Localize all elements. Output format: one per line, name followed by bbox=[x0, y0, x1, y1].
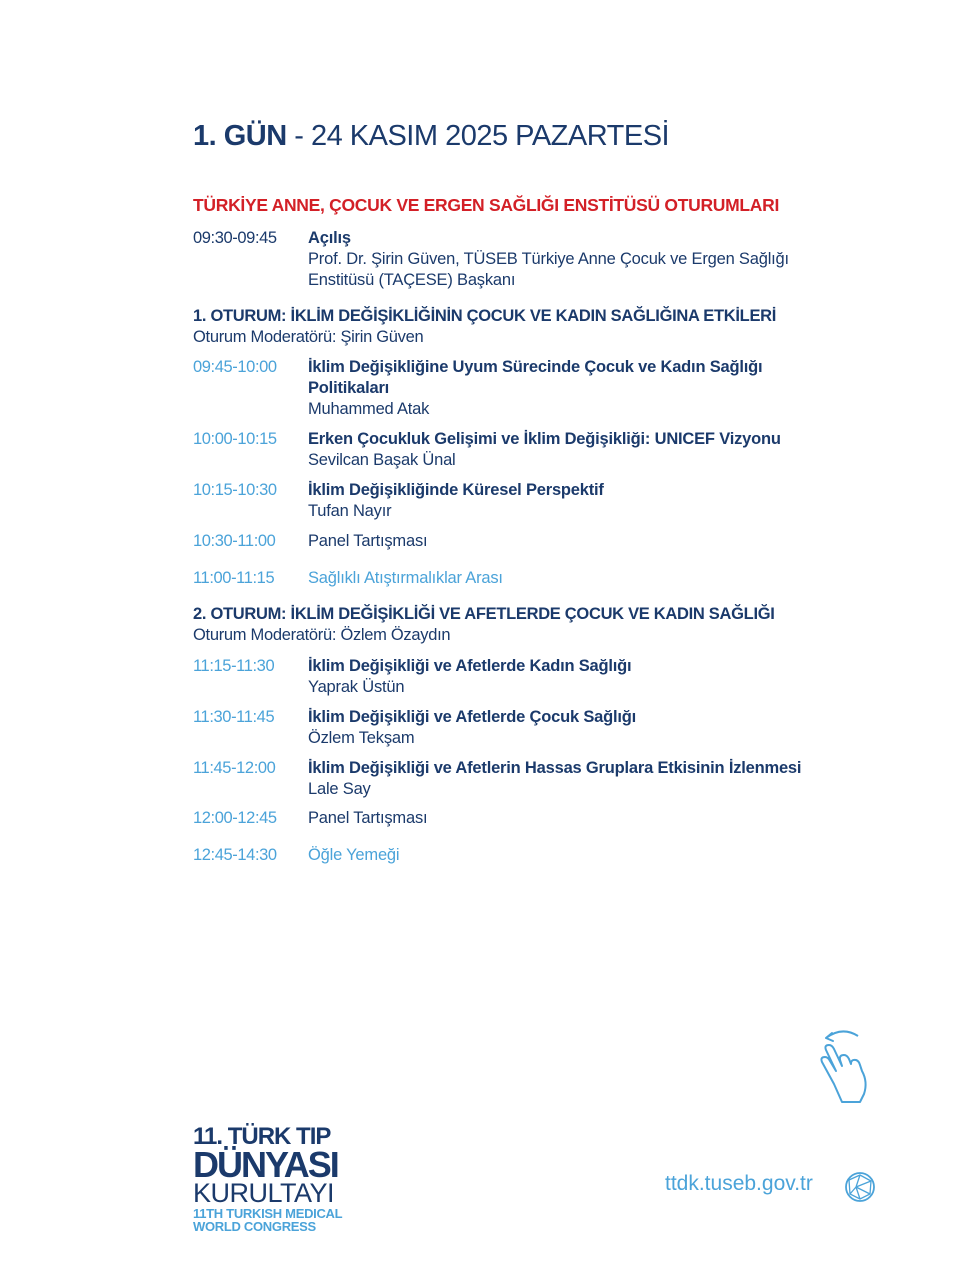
agenda-speaker: Lale Say bbox=[308, 780, 371, 798]
agenda-title: Öğle Yemeği bbox=[308, 846, 400, 864]
date-label: - 24 KASIM 2025 PAZARTESİ bbox=[286, 120, 670, 152]
section-title: TÜRKİYE ANNE, ÇOCUK VE ERGEN SAĞLIĞI ENSTİTÜSÜ OTURUMLARI bbox=[193, 195, 780, 215]
agenda-title: Sağlıklı Atıştırmalıklar Arası bbox=[308, 569, 503, 587]
agenda-time: 11:45-12:00 bbox=[193, 759, 276, 777]
agenda-time: 11:30-11:45 bbox=[193, 708, 275, 726]
session1-moderator: Oturum Moderatörü: Şirin Güven bbox=[193, 328, 424, 346]
session2-moderator: Oturum Moderatörü: Özlem Özaydın bbox=[193, 626, 451, 644]
swipe-hand-icon[interactable] bbox=[812, 1024, 876, 1104]
agenda-time: 11:15-11:30 bbox=[193, 657, 275, 675]
agenda-body bbox=[308, 480, 838, 522]
agenda-title: İklim Değişikliğinde Küresel Perspektif bbox=[308, 481, 604, 499]
agenda-body bbox=[308, 758, 868, 800]
agenda-speaker: Özlem Tekşam bbox=[308, 729, 415, 747]
agenda-title-cont: Politikaları bbox=[308, 379, 390, 397]
page-title bbox=[193, 120, 669, 153]
logo-line4: 11TH TURKISH MEDICAL bbox=[193, 1206, 343, 1221]
agenda-title: Erken Çocukluk Gelişimi ve İklim Değişikliği: UNICEF Vizyonu bbox=[308, 430, 781, 448]
agenda-time: 10:15-10:30 bbox=[193, 481, 277, 499]
agenda-body bbox=[308, 357, 838, 420]
agenda-title: İklim Değişikliği ve Afetlerin Hassas Gruplara Etkisinin İzlenmesi bbox=[308, 759, 802, 777]
agenda-body bbox=[308, 845, 838, 866]
agenda-time: 10:30-11:00 bbox=[193, 532, 276, 550]
logo-line2: DÜNYASI bbox=[193, 1144, 338, 1185]
session2-title: 2. OTURUM: İKLİM DEĞİŞİKLİĞİ VE AFETLERDE ÇOCUK VE KADIN SAĞLIĞI bbox=[193, 605, 775, 623]
session1-header bbox=[193, 306, 893, 348]
agenda-title: İklim Değişikliği ve Afetlerde Kadın Sağlığı bbox=[308, 657, 632, 675]
website-link[interactable]: ttdk.tuseb.gov.tr bbox=[665, 1172, 813, 1195]
opening-title: Açılış bbox=[308, 229, 351, 247]
logo-line1: 11. TÜRK TIP bbox=[193, 1123, 331, 1150]
session1-title: 1. OTURUM: İKLİM DEĞİŞİKLİĞİNİN ÇOCUK VE KADIN SAĞLIĞINA ETKİLERİ bbox=[193, 307, 777, 325]
congress-logo bbox=[193, 1125, 342, 1233]
session2-header bbox=[193, 604, 893, 646]
logo-line5: WORLD CONGRESS bbox=[193, 1219, 316, 1234]
opening-speaker-line2: Enstitüsü (TAÇESE) Başkanı bbox=[308, 271, 516, 289]
agenda-time: 10:00-10:15 bbox=[193, 430, 277, 448]
agenda-time: 09:45-10:00 bbox=[193, 358, 277, 376]
globe-icon bbox=[844, 1171, 876, 1203]
agenda-time: 12:00-12:45 bbox=[193, 809, 277, 827]
opening-time: 09:30-09:45 bbox=[193, 229, 277, 247]
logo-line3: KURULTAYI bbox=[193, 1178, 335, 1208]
agenda-title: İklim Değişikliği ve Afetlerde Çocuk Sağlığı bbox=[308, 708, 637, 726]
agenda-time: 11:00-11:15 bbox=[193, 569, 275, 587]
day-label: 1. GÜN bbox=[193, 120, 287, 152]
opening-body bbox=[308, 228, 838, 291]
agenda-speaker: Tufan Nayır bbox=[308, 502, 392, 520]
agenda-time: 12:45-14:30 bbox=[193, 846, 277, 864]
opening-speaker-line1: Prof. Dr. Şirin Güven, TÜSEB Türkiye Anne Çocuk ve Ergen Sağlığı bbox=[308, 250, 789, 268]
agenda-body bbox=[308, 808, 838, 829]
agenda-body bbox=[308, 656, 838, 698]
agenda-speaker: Muhammed Atak bbox=[308, 400, 430, 418]
agenda-speaker: Sevilcan Başak Ünal bbox=[308, 451, 456, 469]
agenda-title: Panel Tartışması bbox=[308, 809, 428, 827]
agenda-speaker: Yaprak Üstün bbox=[308, 678, 405, 696]
agenda-body bbox=[308, 429, 838, 471]
agenda-body bbox=[308, 707, 838, 749]
agenda-body bbox=[308, 568, 838, 589]
agenda-body bbox=[308, 531, 838, 552]
agenda-title: İklim Değişikliğine Uyum Sürecinde Çocuk ve Kadın Sağlığı bbox=[308, 358, 763, 376]
agenda-title: Panel Tartışması bbox=[308, 532, 428, 550]
